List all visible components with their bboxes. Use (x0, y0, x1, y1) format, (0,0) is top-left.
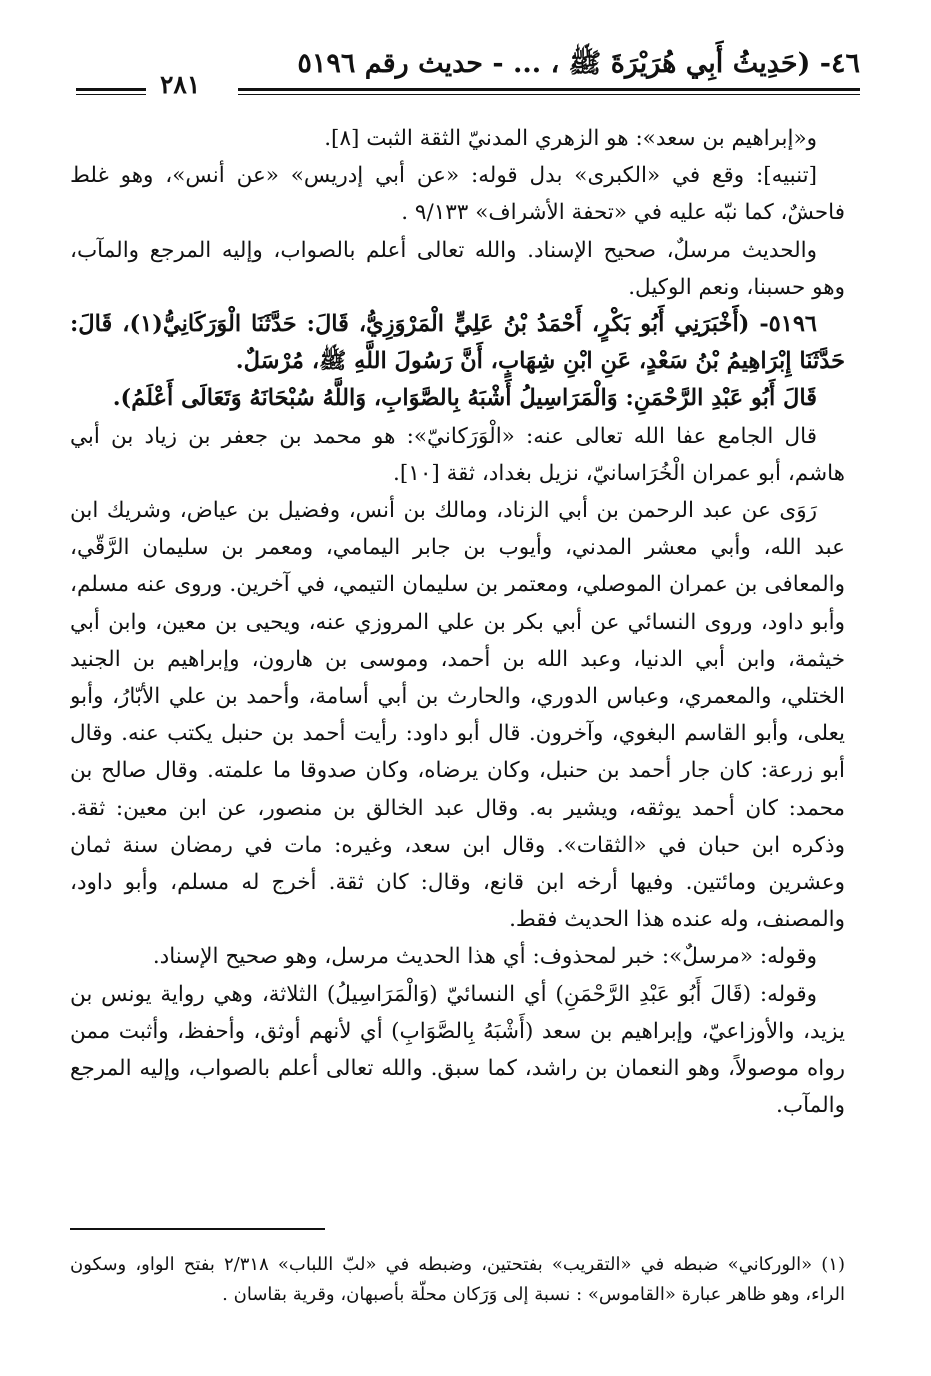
compiler-remark: قال الجامع عفا الله تعالى عنه: «الْوَرَكانيّ»: هو محمد بن جعفر بن زياد بن أبي هاشم، أبو عمران الْخُرَاسانيّ، نزيل بغداد، ثقة [١٠]. (70, 423, 845, 486)
paragraph: والحديث مرسلٌ، صحيح الإسناد. والله تعالى أعلم بالصواب، وإليه المرجع والمآب، وهو حسبنا، ونعم الوكيل. (70, 237, 845, 300)
hadith-comment: قَالَ أَبُو عَبْدِ الرَّحْمَنِ: وَالْمَرَاسِيلُ أَشْبَهُ بِالصَّوَابِ، وَاللَّهُ سُبْحَانَهُ وَتَعَالَى أَعْلَمُ). (112, 385, 817, 412)
note-paragraph: [تنبيه]: وقع في «الكبرى» بدل قوله: «عن أبي إدريس» «عن أنس»، وهو غلط فاحشٌ، كما نبّه عليه في «تحفة الأشراف» ٩/١٣٣ . (70, 163, 845, 226)
page-number: ٢٨١ (160, 70, 201, 99)
footnote-rule (70, 1228, 325, 1230)
footnote-1: (١) «الوركاني» ضبطه في «التقريب» بفتحتين، وضبطه في «لبّ اللباب» ٢/٣١٨ بفتح الواو، وسكون الراء، وهو ظاهر عبارة «القاموس» : نسبة إلى وَرَكان محلّة بأصبهان، وقرية بقاسان . (70, 1254, 845, 1305)
header-rule-short (76, 88, 146, 95)
header-rule (238, 88, 860, 95)
footnotes (70, 1250, 845, 1310)
paragraph: وقوله: (قَالَ أَبُو عَبْدِ الرَّحْمَنِ) أي النسائيّ (وَالْمَرَاسِيلُ) الثلاثة، وهي رواية يونس بن يزيد، والأوزاعيّ، وإبراهيم بن سعد (أَشْبَهُ بِالصَّوَابِ) أي لأنهم أوثق، وأحفظ، وأثبت ممن رواه موصولاً، وهو النعمان بن راشد، كما سبق. والله تعالى أعلم بالصواب، وإليه المرجع والمآب. (70, 981, 845, 1119)
page-header (70, 40, 860, 102)
main-text (70, 120, 845, 1205)
hadith-text: ٥١٩٦- (أَخْبَرَنِي أَبُو بَكْرٍ، أَحْمَدُ بْنُ عَلِيٍّ الْمَرْوَزِيُّ، قَالَ: حَدَّثَنَا الْوَرَكَانِيُّ(١)، قَالَ: حَدَّثَنَا إِبْرَاهِيمُ بْنُ سَعْدٍ، عَنِ ابْنِ شِهَابٍ، أَنَّ رَسُولَ اللَّهِ ﷺ، مُرْسَلٌ. (70, 311, 845, 375)
running-head: ٤٦- (حَدِيثُ أَبِي هُرَيْرَةَ ﷺ ، ... - حديث رقم ٥١٩٦ (297, 48, 860, 79)
narrator-bio: رَوَى عن عبد الرحمن بن أبي الزناد، ومالك بن أنس، وفضيل بن عياض، وشريك ابن عبد الله، وأبي معشر المدني، وأيوب بن جابر اليمامي، ومعمر بن سليمان الرَّقّي، والمعافى بن عمران الموصلي، ومعتمر بن سليمان التيمي، في آخرين. وروى عنه مسلم، وأبو داود، وروى النسائي عن أبي بكر بن علي المروزي عنه، ويحيى بن معين، وابن أبي خيثمة، وابن أبي الدنيا، وعبد الله بن أحمد، وموسى بن هارون، وإبراهيم بن الجنيد الختلي، والمعمري، وعباس الدوري، والحارث بن أبي أسامة، وأحمد بن علي الأبّارُ، وأبو يعلى، وأبو القاسم البغوي، وآخرون. قال أبو داود: رأيت أحمد بن حنبل يكتب عنه. وقال أبو زرعة: كان جار أحمد بن حنبل، وكان يرضاه، وكان صدوقا ما علمته. وقال صالح بن محمد: كان أحمد يوثقه، ويشير به. وقال عبد الخالق بن منصور، عن ابن معين: ثقة. وذكره ابن حبان في «الثقات». وقال ابن سعد، وغيره: مات في رمضان سنة ثمان وعشرين ومائتين. وفيها أرخه ابن قانع، وقال: كان ثقة. أخرج له مسلم، وأبو داود، والمصنف، وله عنده هذا الحديث فقط. (70, 498, 845, 933)
paragraph: وقوله: «مرسلٌ»: خبر لمحذوف: أي هذا الحديث مرسل، وهو صحيح الإسناد. (152, 944, 817, 970)
paragraph: و«إبراهيم بن سعد»: هو الزهري المدنيّ الثقة الثبت [٨]. (324, 126, 817, 151)
